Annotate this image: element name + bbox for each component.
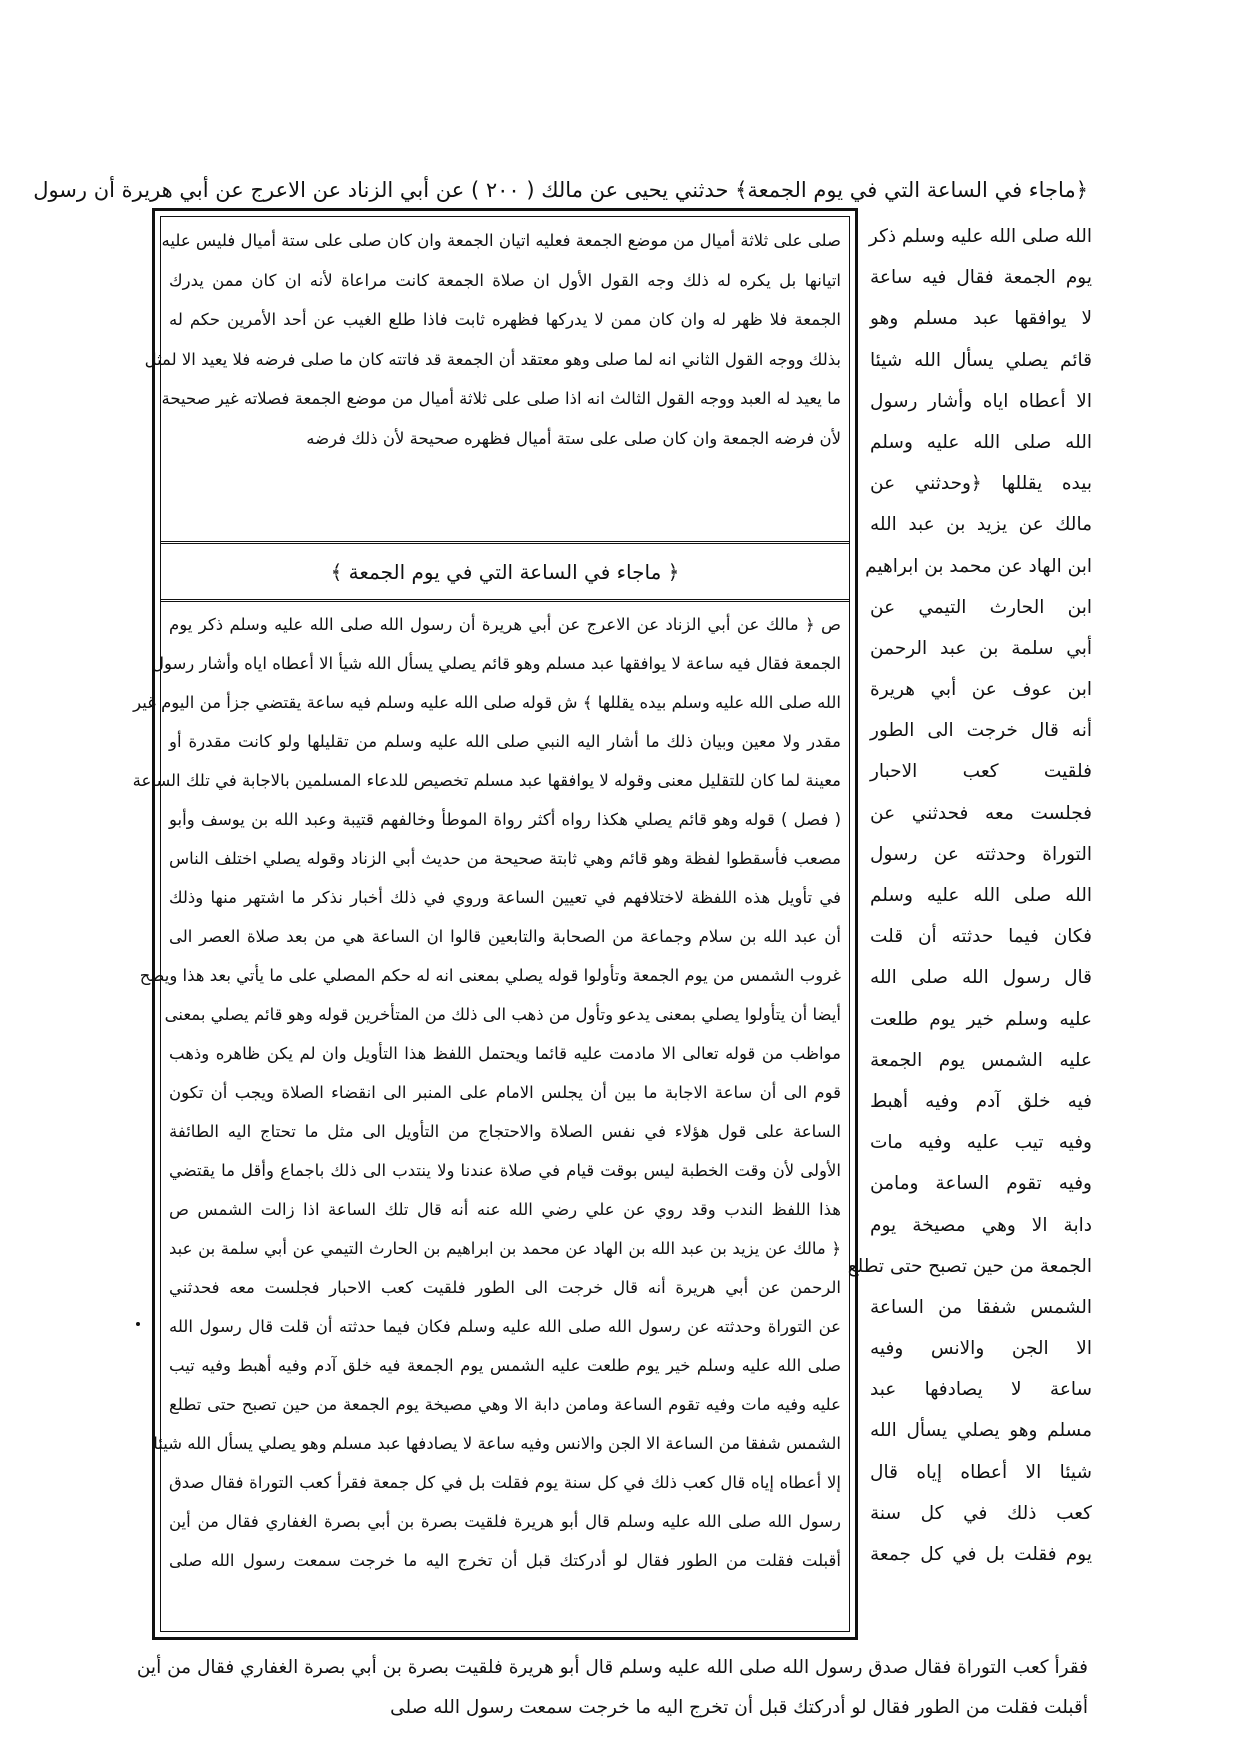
text-line: ابن الحارث التيمي عن <box>870 596 1092 618</box>
bottom-continuation-text <box>136 1648 1088 1738</box>
text-line: مالك عن يزيد بن عبد الله <box>870 514 1092 536</box>
text-line: أبي سلمة بن عبد الرحمن <box>870 637 1092 659</box>
text-line: عليه الشمس يوم الجمعة <box>870 1049 1092 1071</box>
text-line: مقدر ولا معين وبيان ذلك ما أشار اليه النبي صلى الله عليه وسلم من تقليلها ولو كانت مقدرة أو <box>169 732 841 751</box>
text-line: فلقيت كعب الاحبار <box>870 761 1092 783</box>
text-line: التوراة وحدثته عن رسول <box>870 843 1092 865</box>
text-line: الرحمن عن أبي هريرة أنه قال خرجت الى الطور فلقيت كعب الاحبار فجلست معه فحدثني <box>169 1278 841 1297</box>
text-line: الجمعة من حين تصبح حتى تطلع <box>847 1255 1092 1277</box>
text-line: ( فصل ) قوله وهو قائم يصلي هكذا رواه أكثر رواة الموطأ وخالفهم قتيبة وعبد الله بن يوسف وأبو <box>169 810 841 829</box>
chapter-title: ﴿ ماجاء في الساعة التي في يوم الجمعة ﴾ <box>330 560 680 584</box>
text-line: الا أعطاه اياه وأشار رسول <box>870 390 1092 412</box>
text-line: الجمعة فلا ظهر له وان كان ممن لا يدركها فظهره ثابت فاذا طلع الغيب عن أحد الأمرين حكم له <box>169 310 841 329</box>
text-line: فكان فيما حدثته أن قلت <box>870 926 1092 948</box>
text-line: قال رسول الله صلى الله <box>870 967 1092 989</box>
text-line: الجمعة فقال فيه ساعة لا يوافقها عبد مسلم وهو قائم يصلي يسأل الله شيأ الا أعطاه اياه وأشار رسول <box>151 654 841 673</box>
text-line: الله صلى الله عليه وسلم بيده يقللها ﴾ ش قوله صلى الله عليه وسلم فيه ساعة يقتضي جزأ من اليوم غير <box>133 693 841 712</box>
text-line: كعب ذلك في كل سنة <box>870 1502 1092 1524</box>
text-line: ابن عوف عن أبي هريرة <box>870 679 1092 701</box>
text-line: الشمس شفقا من الساعة <box>870 1296 1092 1318</box>
text-line: الله صلى الله عليه وسلم <box>870 431 1092 453</box>
text-line: وفيه تقوم الساعة ومامن <box>870 1173 1092 1195</box>
text-line: أنه قال خرجت الى الطور <box>870 720 1092 742</box>
text-line: مواظب من قوله تعالى الا مادمت عليه قائما ويحتمل اللفظ هذا التأويل وان لم يكن ظاهره وذهب <box>169 1044 841 1063</box>
text-line: ﴿ مالك عن يزيد بن عبد الله بن الهاد عن محمد بن ابراهيم بن الحارث التيمي عن أبي سلمة بن عبد <box>169 1239 841 1258</box>
text-line: الأولى لأن وقت الخطبة ليس بوقت قيام في صلاة عندنا ولا ينتدب الى ذلك باجماع وأقل ما يقتضي <box>169 1161 841 1180</box>
text-line: عن التوراة وحدثته عن رسول الله صلى الله عليه وسلم فكان فيما حدثته أن قلت قال رسول الله <box>169 1317 841 1336</box>
commentary-upper-block <box>144 221 841 539</box>
text-line: يوم الجمعة فقال فيه ساعة <box>870 267 1092 289</box>
ink-speck <box>136 1322 140 1326</box>
text-line: وفيه تيب عليه وفيه مات <box>870 1132 1092 1154</box>
chapter-rule-bottom <box>161 599 849 602</box>
text-line: أقبلت فقلت من الطور فقال لو أدركتك قبل أن تخرج اليه ما خرجت سمعت رسول الله صلى <box>390 1697 1088 1718</box>
commentary-frame <box>132 208 858 1640</box>
text-line: شيئا الا أعطاه إياه قال <box>870 1461 1092 1483</box>
commentary-main-block <box>132 605 841 1635</box>
text-line: هذا اللفظ الندب وقد روي عن علي رضي الله عنه أنه قال تلك الساعة اذا زالت الشمس ص <box>169 1200 841 1219</box>
text-line: قائم يصلي يسأل الله شيئا <box>870 349 1092 371</box>
text-line: فيه خلق آدم وفيه أهبط <box>870 1090 1092 1112</box>
text-line: لأن فرضه الجمعة وان كان صلى على ستة أميال فظهره صحيحة لأن ذلك فرضه <box>306 428 841 448</box>
text-line: عليه وفيه مات وفيه تقوم الساعة ومامن دابة الا وهي مصيخة يوم الجمعة من حين تصبح حتى تطلع <box>169 1395 841 1414</box>
text-line: مسلم وهو يصلي يسأل الله <box>870 1420 1092 1442</box>
text-line: رسول الله صلى الله عليه وسلم قال أبو هريرة فلقيت بصرة بن أبي بصرة الغفاري فقال من أين <box>169 1512 841 1531</box>
running-header: ﴿ماجاء في الساعة التي في يوم الجمعة﴾ حدثني يحيى عن مالك ( ٢٠٠ ) عن أبي الزناد عن الاعرج عن أبي هريرة أن رسول <box>33 178 1088 202</box>
text-line: إلا أعطاه إياه قال كعب ذلك في كل سنة يوم فقلت بل في كل جمعة فقرأ كعب التوراة فقال صدق <box>169 1473 841 1492</box>
text-line: قوم الى أن ساعة الاجابة ما بين أن يجلس الامام على المنبر الى انقضاء الصلاة ويجب أن تكون <box>169 1083 841 1102</box>
text-line: في تأويل هذه اللفظة لاختلافهم في تعيين الساعة وروي في ذلك أخبار نذكر ما اشتهر منها وذلك <box>169 888 841 907</box>
text-line: أيضا أن يتأولوا يصلي بمعنى يدعو وتأول من ذهب الى ذلك من المتأخرين قوله وهو قائم يصلي بمعنى <box>164 1005 841 1024</box>
text-line: بذلك ووجه القول الثاني انه لما صلى وهو معتقد أن الجمعة قد فاتته كان ما صلى فرضه فلا يعيد الا لمثل <box>144 349 841 369</box>
text-line: صلى على ثلاثة أميال من موضع الجمعة فعليه اتيان الجمعة وان كان صلى على ستة أميال فليس عليه <box>161 231 841 250</box>
text-line: أقبلت فقلت من الطور فقال لو أدركتك قبل أن تخرج اليه ما خرجت سمعت رسول الله صلى <box>169 1551 841 1570</box>
text-line: اتيانها بل يكره له ذلك وجه القول الأول ان صلاة الجمعة كانت مراعاة لأنه ان كان ممن يدرك <box>169 270 841 290</box>
text-line: ابن الهاد عن محمد بن ابراهيم <box>865 555 1092 577</box>
text-line: دابة الا وهي مصيخة يوم <box>870 1214 1092 1236</box>
margin-hadith-column <box>847 216 1092 1624</box>
text-line: مصعب فأسقطوا لفظة وهو قائم وهي ثابتة صحيحة من حديث أبي الزناد وقوله يصلي اختلف الناس <box>169 849 841 868</box>
text-line: الا الجن والانس وفيه <box>870 1338 1092 1360</box>
text-line: الله صلى الله عليه وسلم ذكر <box>868 226 1092 247</box>
text-line: ص ﴿ مالك عن أبي الزناد عن الاعرج عن أبي هريرة أن رسول الله صلى الله عليه وسلم ذكر يوم <box>169 615 841 634</box>
text-line: فجلست معه فحدثني عن <box>870 802 1092 824</box>
text-line: عليه وسلم خير يوم طلعت <box>870 1008 1092 1030</box>
text-line: صلى الله عليه وسلم خير يوم طلعت عليه الشمس يوم الجمعة فيه خلق آدم وفيه أهبط وفيه تيب <box>169 1356 841 1375</box>
text-line: يوم فقلت بل في كل جمعة <box>870 1544 1092 1565</box>
chapter-rule-top <box>161 541 849 544</box>
text-line: غروب الشمس من يوم الجمعة وتأولوا قوله يصلي بمعنى انه له حكم المصلي على ما يأتي بعد هذا ويصح <box>139 966 841 985</box>
text-line: الساعة على قول هؤلاء في نفس الصلاة والاحتجاج من التأويل الى مثل ما تحتاج اليه الطائفة <box>169 1122 841 1141</box>
text-line: معينة لما كان للتقليل معنى وقوله لا يوافقها عبد مسلم تخصيص للدعاء المسلمين بالاجابة في تلك الساعة <box>132 771 841 790</box>
text-line: فقرأ كعب التوراة فقال صدق رسول الله صلى الله عليه وسلم قال أبو هريرة فلقيت بصرة بن أبي بصرة الغفاري فقال من أين <box>136 1657 1088 1678</box>
text-line: ما يعيد له العبد ووجه القول الثالث انه اذا صلى على ثلاثة أميال من موضع الجمعة فصلاته غير صحيحة <box>161 389 841 408</box>
text-line: بيده يقللها ﴿وحدثني عن <box>870 473 1092 495</box>
text-line: الله صلى الله عليه وسلم <box>870 885 1092 906</box>
text-line: الشمس شفقا من الساعة الا الجن والانس وفيه ساعة لا يصادفها عبد مسلم وهو يصلي يسأل الله شيئا <box>153 1434 841 1453</box>
text-line: ساعة لا يصادفها عبد <box>870 1379 1092 1401</box>
text-line: أن عبد الله بن سلام وجماعة من الصحابة والتابعين قالوا ان الساعة هي من بعد صلاة العصر الى <box>169 927 841 946</box>
text-line: لا يوافقها عبد مسلم وهو <box>870 308 1092 330</box>
